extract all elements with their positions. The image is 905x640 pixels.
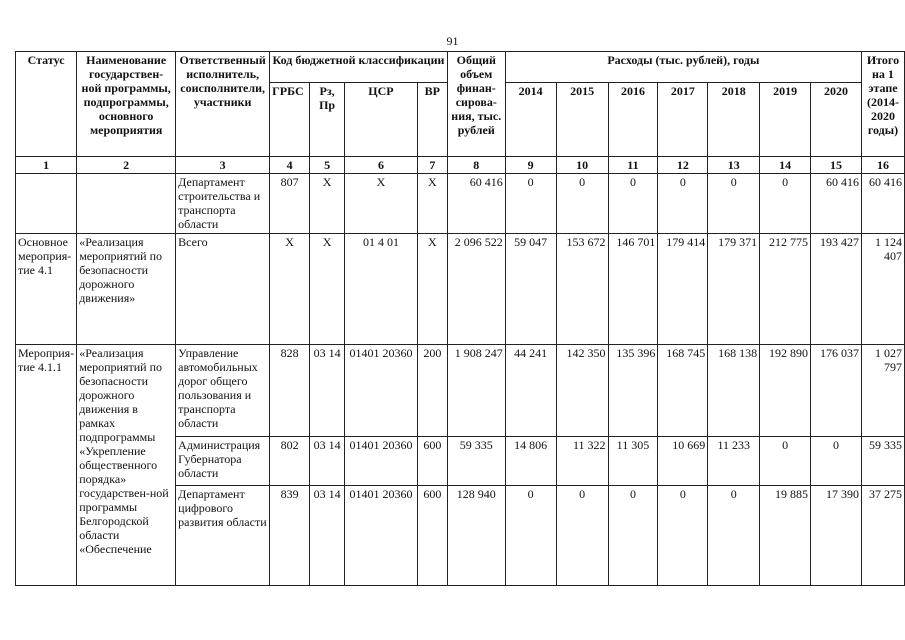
rzpr-cell: 03 14 — [310, 486, 345, 586]
csr-cell: 01401 20360 — [345, 345, 418, 437]
column-number: 14 — [760, 157, 811, 174]
grbs-cell: Х — [270, 234, 310, 345]
year-value-cell: 19 885 — [760, 486, 811, 586]
year-value-cell: 142 350 — [556, 345, 608, 437]
rzpr-cell: Х — [310, 234, 345, 345]
vr-cell: 600 — [417, 437, 447, 486]
year-value-cell: 179 371 — [708, 234, 760, 345]
status-cell: Основное мероприя-тие 4.1 — [16, 234, 77, 345]
total-cell: 2 096 522 — [447, 234, 505, 345]
stage-total-cell: 1 124 407 — [861, 234, 904, 345]
year-value-cell: 153 672 — [556, 234, 608, 345]
year-value-cell: 10 669 — [658, 437, 708, 486]
year-value-cell: 193 427 — [811, 234, 862, 345]
year-value-cell: 0 — [708, 486, 760, 586]
year-value-cell: 0 — [708, 174, 760, 234]
header-name: Наименование государствен-ной программы, подпрограммы, основного мероприятия — [77, 52, 176, 157]
header-year: 2018 — [708, 83, 760, 157]
year-value-cell: 60 416 — [811, 174, 862, 234]
year-value-cell: 0 — [556, 174, 608, 234]
budget-table — [15, 51, 905, 586]
column-number-row — [16, 157, 905, 174]
column-number: 7 — [417, 157, 447, 174]
table-row — [16, 174, 905, 234]
year-value-cell: 0 — [556, 486, 608, 586]
grbs-cell: 802 — [270, 437, 310, 486]
header-budget-code: Код бюджетной классификации — [270, 52, 448, 83]
column-number: 3 — [176, 157, 270, 174]
responsible-cell: Администрация Губернатора области — [176, 437, 270, 486]
total-cell: 59 335 — [447, 437, 505, 486]
stage-total-cell: 60 416 — [861, 174, 904, 234]
rzpr-cell: 03 14 — [310, 437, 345, 486]
table-header-row — [16, 52, 905, 83]
header-year: 2015 — [556, 83, 608, 157]
header-year: 2017 — [658, 83, 708, 157]
column-number: 1 — [16, 157, 77, 174]
year-value-cell: 192 890 — [760, 345, 811, 437]
year-value-cell: 176 037 — [811, 345, 862, 437]
grbs-cell: 839 — [270, 486, 310, 586]
column-number: 11 — [608, 157, 658, 174]
column-number: 16 — [861, 157, 904, 174]
stage-total-cell: 1 027 797 — [861, 345, 904, 437]
total-cell: 1 908 247 — [447, 345, 505, 437]
csr-cell: 01401 20360 — [345, 486, 418, 586]
year-value-cell: 11 305 — [608, 437, 658, 486]
name-cell: «Реализация мероприятий по безопасности дорожного движения в рамках подпрограммы «Укрепление общественного порядка» государствен-ной программы Белгородской области «Обеспечение — [77, 345, 176, 586]
year-value-cell: 59 047 — [505, 234, 556, 345]
responsible-cell: Департамент цифрового развития области — [176, 486, 270, 586]
column-number: 13 — [708, 157, 760, 174]
grbs-cell: 807 — [270, 174, 310, 234]
vr-cell: 200 — [417, 345, 447, 437]
column-number: 5 — [310, 157, 345, 174]
stage-total-cell: 59 335 — [861, 437, 904, 486]
year-value-cell: 0 — [760, 437, 811, 486]
header-year: 2020 — [811, 83, 862, 157]
vr-cell: Х — [417, 174, 447, 234]
column-number: 15 — [811, 157, 862, 174]
year-value-cell: 0 — [505, 486, 556, 586]
year-value-cell: 0 — [608, 174, 658, 234]
column-number: 2 — [77, 157, 176, 174]
year-value-cell: 0 — [760, 174, 811, 234]
grbs-cell: 828 — [270, 345, 310, 437]
year-value-cell: 168 745 — [658, 345, 708, 437]
column-number: 4 — [270, 157, 310, 174]
header-expenses: Расходы (тыс. рублей), годы — [505, 52, 861, 83]
year-value-cell: 44 241 — [505, 345, 556, 437]
table-row — [16, 234, 905, 345]
name-cell: «Реализация мероприятий по безопасности дорожного движения» — [77, 234, 176, 345]
year-value-cell: 11 233 — [708, 437, 760, 486]
vr-cell: Х — [417, 234, 447, 345]
table-row — [16, 345, 905, 437]
year-value-cell: 0 — [505, 174, 556, 234]
header-total-financing: Общий объем финан-сирова-ния, тыс. рублей — [447, 52, 505, 157]
column-number: 10 — [556, 157, 608, 174]
total-cell: 128 940 — [447, 486, 505, 586]
rzpr-cell: 03 14 — [310, 345, 345, 437]
year-value-cell: 14 806 — [505, 437, 556, 486]
header-year: 2019 — [760, 83, 811, 157]
rzpr-cell: Х — [310, 174, 345, 234]
csr-cell: Х — [345, 174, 418, 234]
column-number: 6 — [345, 157, 418, 174]
status-cell — [16, 174, 77, 234]
name-cell — [77, 174, 176, 234]
year-value-cell: 179 414 — [658, 234, 708, 345]
year-value-cell: 0 — [608, 486, 658, 586]
year-value-cell: 212 775 — [760, 234, 811, 345]
responsible-cell: Управление автомобильных дорог общего пользования и транспорта области — [176, 345, 270, 437]
year-value-cell: 0 — [811, 437, 862, 486]
vr-cell: 600 — [417, 486, 447, 586]
year-value-cell: 17 390 — [811, 486, 862, 586]
year-value-cell: 135 396 — [608, 345, 658, 437]
total-cell: 60 416 — [447, 174, 505, 234]
header-status: Статус — [16, 52, 77, 157]
year-value-cell: 146 701 — [608, 234, 658, 345]
column-number: 8 — [447, 157, 505, 174]
header-rzpr: Рз, Пр — [310, 83, 345, 157]
year-value-cell: 168 138 — [708, 345, 760, 437]
header-responsible: Ответственный исполнитель, соисполнители, участники — [176, 52, 270, 157]
csr-cell: 01 4 01 — [345, 234, 418, 345]
responsible-cell: Департамент строительства и транспорта области — [176, 174, 270, 234]
responsible-cell: Всего — [176, 234, 270, 345]
year-value-cell: 11 322 — [556, 437, 608, 486]
status-cell: Мероприя-тие 4.1.1 — [16, 345, 77, 586]
header-stage-total: Итого на 1 этапе (2014-2020 годы) — [861, 52, 904, 157]
header-vr: ВР — [417, 83, 447, 157]
header-csr: ЦСР — [345, 83, 418, 157]
year-value-cell: 0 — [658, 174, 708, 234]
column-number: 12 — [658, 157, 708, 174]
stage-total-cell: 37 275 — [861, 486, 904, 586]
header-year: 2016 — [608, 83, 658, 157]
page-number: 91 — [446, 34, 459, 48]
header-grbs: ГРБС — [270, 83, 310, 157]
csr-cell: 01401 20360 — [345, 437, 418, 486]
year-value-cell: 0 — [658, 486, 708, 586]
column-number: 9 — [505, 157, 556, 174]
header-year: 2014 — [505, 83, 556, 157]
